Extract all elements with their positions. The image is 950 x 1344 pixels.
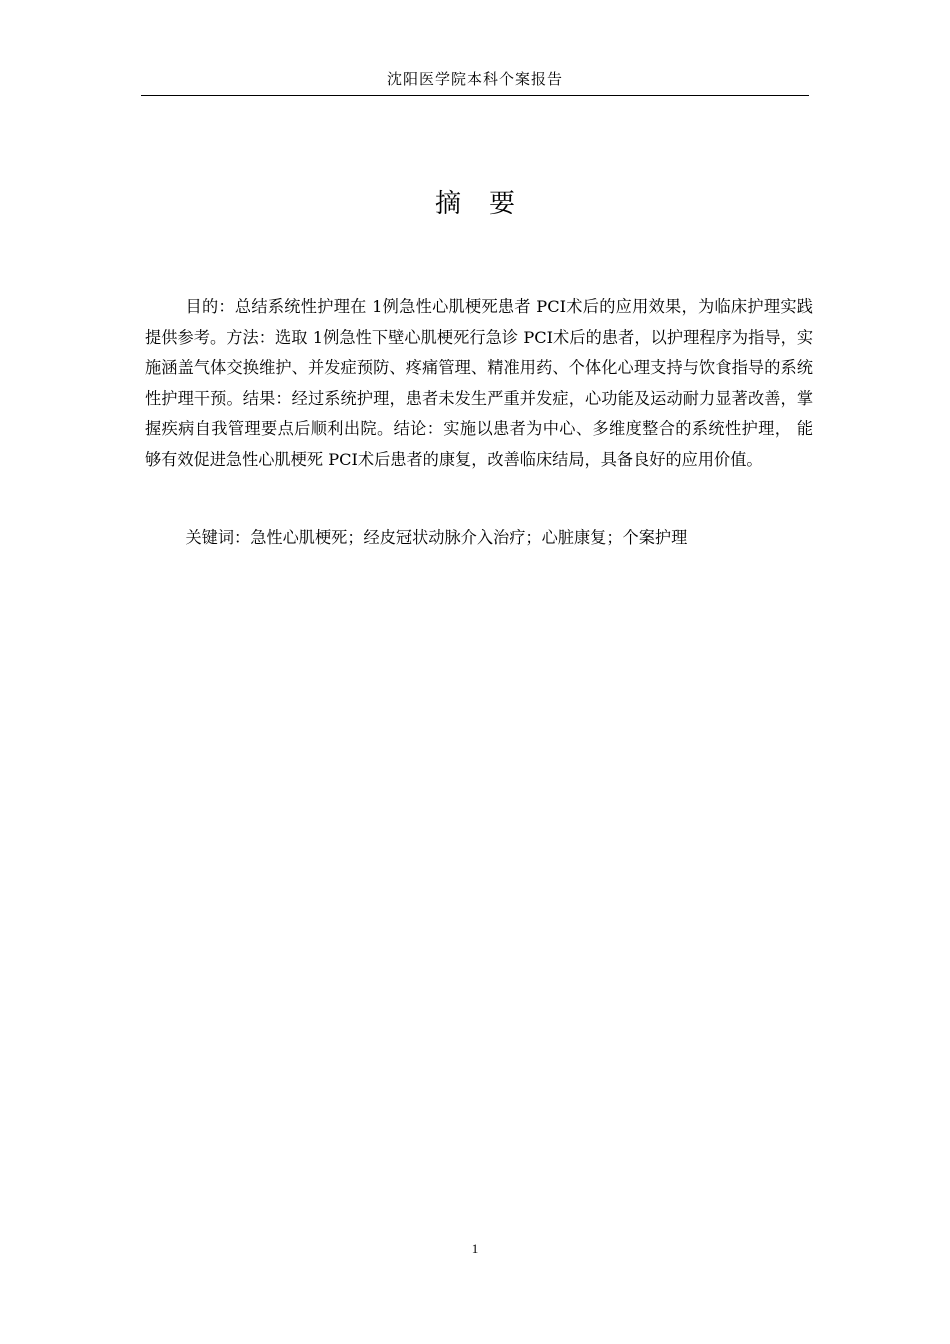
running-header [141,64,809,96]
page-number [0,1240,950,1258]
page-number-value: 1 [471,1241,479,1256]
running-header-title: 沈阳医学院本科个案报告 [386,70,563,88]
conclusion-label: 结论： [393,419,444,438]
result-label: 结果： [242,388,292,408]
conclusion-text: 实施以患者为中心、多维度整合的系统性护理， 能够有效促进急性心肌梗死 PCI术后患者的康复，改善临床结局，具备良好的应用价值。 [145,419,814,469]
abstract-title [0,184,950,224]
abstract-title-char-1: 摘 [434,189,461,219]
keywords-text: 急性心肌梗死；经皮冠状动脉介入治疗；心脏康复；个案护理 [250,528,688,547]
result-text: 经过系统护理，患者未发生严重并发症，心功能及运动耐力显著改善，掌握疾病自我管理要点后顺利出院。 [145,388,814,438]
method-label: 方法： [226,327,276,347]
keywords-label: 关键词： [185,528,251,547]
keywords-line [145,523,813,554]
method-text: 选取 1例急性下壁心肌梗死行急诊 PCI术后的患者，以护理程序为指导，实施涵盖气体交换维护、并发症预防、疼痛管理、精准用药、个体化心理支持与饮食指导的系统性护理干预。 [145,327,814,408]
abstract-paragraph [145,292,813,475]
objective-text: 总结系统性护理在 1例急性心肌梗死患者 PCI术后的应用效果，为临床护理实践提供参考。 [145,297,813,347]
abstract-title-char-2: 要 [489,189,516,219]
objective-label: 目的： [185,297,235,316]
